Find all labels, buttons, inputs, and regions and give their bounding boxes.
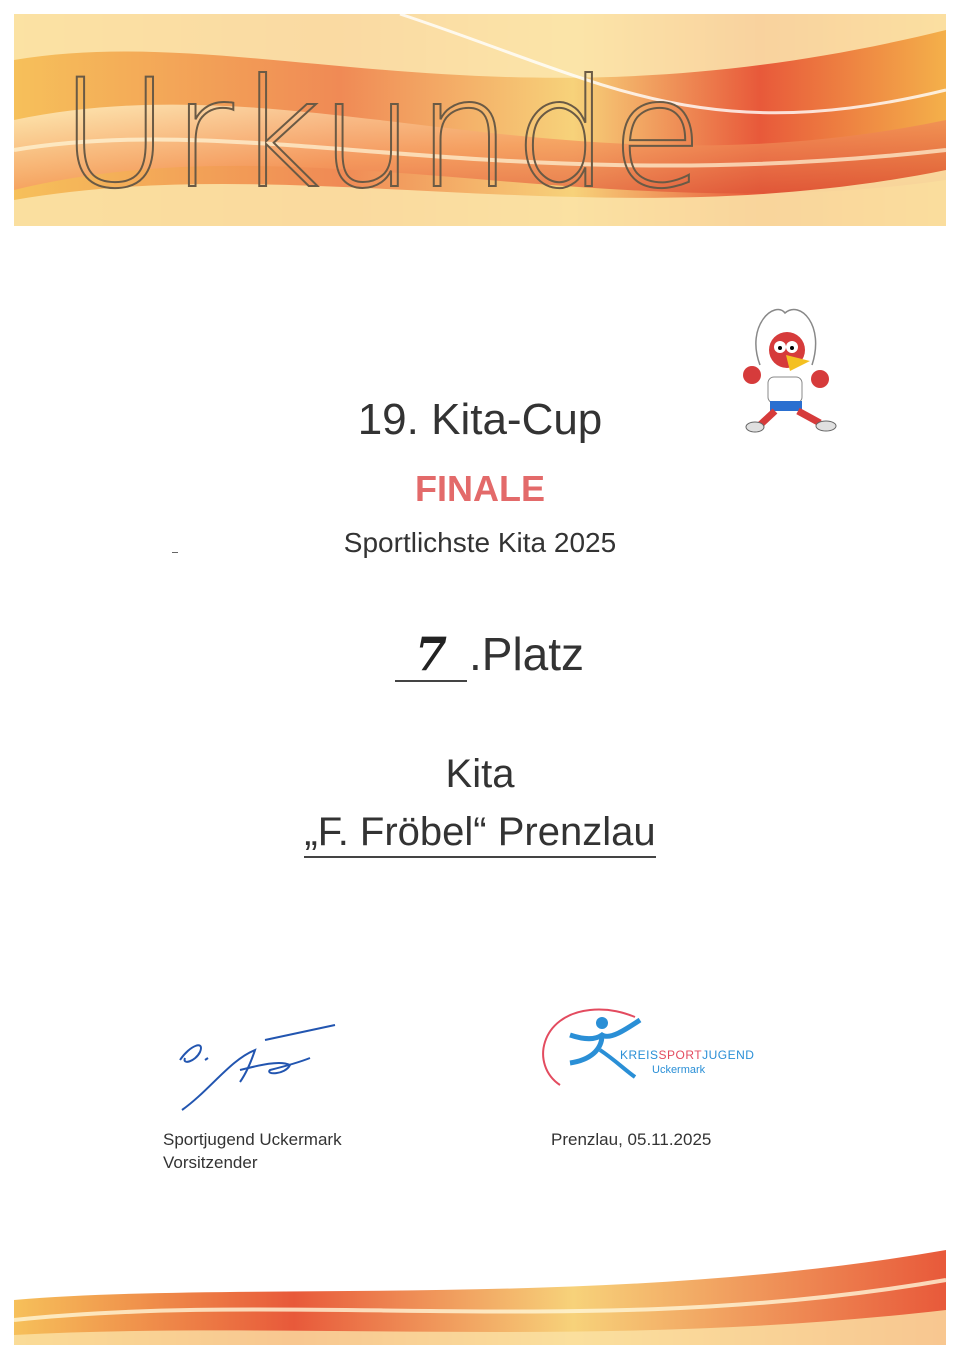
certificate-title: Urkunde: [60, 48, 706, 222]
stage-label: FINALE: [415, 468, 545, 509]
kita-name-text: „F. Fröbel“ Prenzlau: [304, 810, 655, 858]
kita-name: [0, 810, 960, 855]
bottom-wave-banner: [0, 1240, 960, 1359]
logo-jugend: JUGEND: [702, 1048, 755, 1062]
logo-kreis: KREIS: [620, 1048, 659, 1062]
logo-sport: SPORT: [658, 1048, 703, 1062]
signer-organization: Sportjugend Uckermark: [163, 1130, 342, 1149]
event-title: 19. Kita-Cup: [357, 395, 603, 444]
kita-label: Kita: [445, 752, 515, 796]
signer-block: [163, 1128, 342, 1174]
svg-text:KREISSPORTJUGEND: [620, 1048, 754, 1062]
signer-role: Vorsitzender: [163, 1153, 258, 1172]
place-date: Prenzlau, 05.11.2025: [551, 1130, 712, 1149]
kreissportjugend-logo: [530, 1005, 770, 1105]
place-number: 7: [395, 628, 467, 682]
logo-region: Uckermark: [652, 1064, 706, 1076]
place-label: .Platz: [469, 628, 585, 680]
jumping-figure-icon: [570, 1017, 640, 1077]
handwritten-signature: [170, 1020, 350, 1120]
award-subtitle: Sportlichste Kita 2025: [343, 527, 617, 558]
